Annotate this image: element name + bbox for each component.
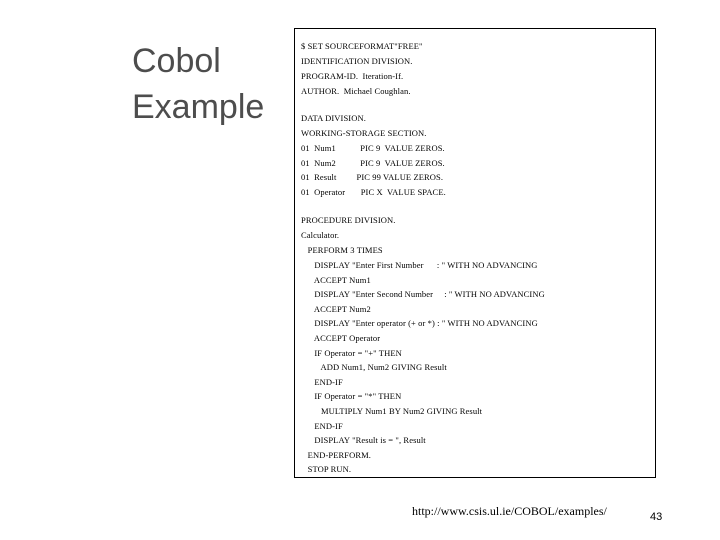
code-line: IF Operator = "+" THEN <box>301 348 402 358</box>
code-line: STOP RUN. <box>301 464 352 474</box>
page-number: 43 <box>650 511 663 523</box>
code-line: DATA DIVISION. <box>301 113 366 123</box>
code-line: PROCEDURE DIVISION. <box>301 215 396 225</box>
code-line: PERFORM 3 TIMES <box>301 245 383 255</box>
code-line: 01 Operator PIC X VALUE SPACE. <box>301 187 446 197</box>
code-line: $ SET SOURCEFORMAT"FREE" <box>301 41 423 51</box>
source-url-link[interactable]: http://www.csis.ul.ie/COBOL/examples/ <box>412 504 607 518</box>
code-line: ACCEPT Operator <box>301 333 381 343</box>
code-line: ADD Num1, Num2 GIVING Result <box>301 362 447 372</box>
code-line: WORKING-STORAGE SECTION. <box>301 128 427 138</box>
code-line: PROGRAM-ID. Iteration-If. <box>301 71 404 81</box>
code-line: IF Operator = "*" THEN <box>301 391 402 401</box>
code-line: Calculator. <box>301 230 340 240</box>
slide-title-line1: Cobol <box>132 42 221 80</box>
slide-title <box>132 38 264 130</box>
code-line: DISPLAY "Enter First Number : " WITH NO ADVANCING <box>301 260 538 270</box>
code-line: END-IF <box>301 421 343 431</box>
slide-title-line2: Example <box>132 88 265 126</box>
code-line: 01 Num1 PIC 9 VALUE ZEROS. <box>301 143 445 153</box>
code-line: MULTIPLY Num1 BY Num2 GIVING Result <box>301 406 483 416</box>
code-line: ACCEPT Num1 <box>301 275 371 285</box>
code-line: 01 Result PIC 99 VALUE ZEROS. <box>301 172 444 182</box>
code-line: ACCEPT Num2 <box>301 304 371 314</box>
code-line: DISPLAY "Enter Second Number : " WITH NO ADVANCING <box>301 289 545 299</box>
code-line: IDENTIFICATION DIVISION. <box>301 56 413 66</box>
code-line: END-IF <box>301 377 343 387</box>
code-line: DISPLAY "Enter operator (+ or *) : " WITH NO ADVANCING <box>301 318 538 328</box>
code-line: 01 Num2 PIC 9 VALUE ZEROS. <box>301 158 445 168</box>
code-line: END-PERFORM. <box>301 450 371 460</box>
code-line: AUTHOR. Michael Coughlan. <box>301 86 411 96</box>
code-line: DISPLAY "Result is = ", Result <box>301 435 426 445</box>
code-listing-box <box>294 28 656 478</box>
